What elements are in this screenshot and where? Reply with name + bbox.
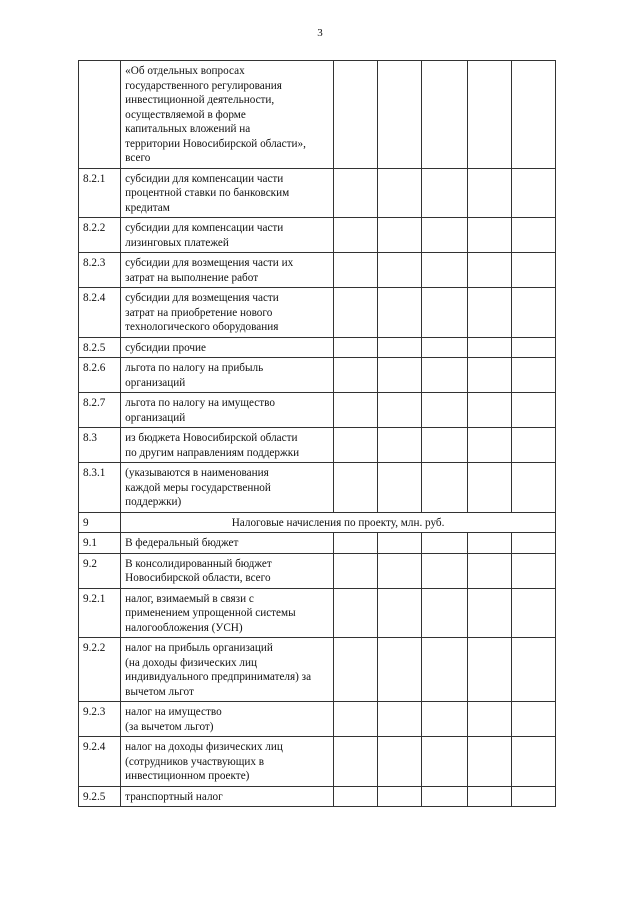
row-number: 8.2.4: [79, 288, 121, 338]
value-cell: [511, 463, 555, 513]
row-number: 8.2.1: [79, 168, 121, 218]
row-number: 9.2.3: [79, 702, 121, 737]
value-cell: [467, 218, 511, 253]
value-cell: [511, 428, 555, 463]
table-row: [79, 638, 556, 702]
value-cell: [467, 638, 511, 702]
value-cell: [511, 337, 555, 358]
value-cell: [422, 786, 467, 807]
value-cell: [334, 393, 378, 428]
row-number: 9.2.4: [79, 737, 121, 787]
value-cell: [378, 702, 422, 737]
value-cell: [378, 533, 422, 554]
value-cell: [511, 702, 555, 737]
value-cell: [511, 737, 555, 787]
value-cell: [467, 588, 511, 638]
value-cell: [378, 638, 422, 702]
row-description: «Об отдельных вопросах государственного регулирования инвестиционной деятельности, осуществляемой в форме капитальных вложений на территории Новосибирской области», всего: [121, 61, 334, 169]
value-cell: [422, 288, 467, 338]
value-cell: [378, 463, 422, 513]
value-cell: [334, 253, 378, 288]
value-cell: [422, 463, 467, 513]
value-cell: [378, 358, 422, 393]
value-cell: [422, 428, 467, 463]
value-cell: [334, 463, 378, 513]
row-description: субсидии для компенсации части лизинговых платежей: [121, 218, 334, 253]
value-cell: [467, 168, 511, 218]
value-cell: [422, 393, 467, 428]
row-description: транспортный налог: [121, 786, 334, 807]
value-cell: [467, 702, 511, 737]
row-description: налог на прибыль организаций (на доходы физических лиц индивидуального предпринимателя) за вычетом льгот: [121, 638, 334, 702]
value-cell: [467, 393, 511, 428]
table-row: [79, 61, 556, 169]
value-cell: [422, 638, 467, 702]
value-cell: [467, 358, 511, 393]
row-number: 9.2: [79, 553, 121, 588]
value-cell: [467, 533, 511, 554]
value-cell: [422, 168, 467, 218]
row-description: субсидии прочие: [121, 337, 334, 358]
value-cell: [422, 737, 467, 787]
value-cell: [378, 337, 422, 358]
row-number: 8.2.3: [79, 253, 121, 288]
value-cell: [378, 737, 422, 787]
table-row: [79, 168, 556, 218]
value-cell: [511, 393, 555, 428]
value-cell: [511, 786, 555, 807]
value-cell: [334, 288, 378, 338]
row-number: 8.2.5: [79, 337, 121, 358]
row-number: 9: [79, 512, 121, 533]
section-title: Налоговые начисления по проекту, млн. руб.: [121, 512, 556, 533]
value-cell: [378, 428, 422, 463]
value-cell: [422, 553, 467, 588]
value-cell: [467, 253, 511, 288]
value-cell: [467, 737, 511, 787]
table-row: [79, 553, 556, 588]
value-cell: [334, 786, 378, 807]
value-cell: [467, 553, 511, 588]
indicators-table: [78, 60, 556, 807]
row-number: 9.2.2: [79, 638, 121, 702]
table-row: [79, 288, 556, 338]
table-row: [79, 218, 556, 253]
value-cell: [378, 588, 422, 638]
value-cell: [511, 288, 555, 338]
table-row: [79, 533, 556, 554]
value-cell: [334, 588, 378, 638]
value-cell: [511, 638, 555, 702]
row-description: налог на доходы физических лиц (сотрудников участвующих в инвестиционном проекте): [121, 737, 334, 787]
value-cell: [378, 168, 422, 218]
value-cell: [334, 533, 378, 554]
page-number: 3: [317, 27, 323, 39]
table-row: [79, 428, 556, 463]
table-row: [79, 337, 556, 358]
table-row: [79, 588, 556, 638]
table-row: [79, 737, 556, 787]
table-row: [79, 393, 556, 428]
value-cell: [511, 533, 555, 554]
value-cell: [334, 737, 378, 787]
value-cell: [378, 61, 422, 169]
row-number: 8.3: [79, 428, 121, 463]
value-cell: [467, 428, 511, 463]
value-cell: [422, 588, 467, 638]
value-cell: [334, 428, 378, 463]
value-cell: [378, 288, 422, 338]
value-cell: [378, 553, 422, 588]
table-row: [79, 702, 556, 737]
row-description: В консолидированный бюджет Новосибирской области, всего: [121, 553, 334, 588]
row-description: льгота по налогу на прибыль организаций: [121, 358, 334, 393]
value-cell: [422, 702, 467, 737]
value-cell: [467, 463, 511, 513]
value-cell: [334, 337, 378, 358]
value-cell: [467, 337, 511, 358]
row-number: 8.2.6: [79, 358, 121, 393]
value-cell: [422, 218, 467, 253]
row-number: [79, 61, 121, 169]
value-cell: [334, 702, 378, 737]
table-row: [79, 512, 556, 533]
value-cell: [334, 358, 378, 393]
row-number: 8.2.7: [79, 393, 121, 428]
value-cell: [467, 786, 511, 807]
value-cell: [378, 393, 422, 428]
value-cell: [511, 253, 555, 288]
value-cell: [334, 168, 378, 218]
row-description: льгота по налогу на имущество организаций: [121, 393, 334, 428]
value-cell: [422, 253, 467, 288]
value-cell: [422, 533, 467, 554]
row-number: 9.1: [79, 533, 121, 554]
value-cell: [511, 588, 555, 638]
row-number: 8.3.1: [79, 463, 121, 513]
row-description: субсидии для возмещения части затрат на приобретение нового технологического оборудования: [121, 288, 334, 338]
value-cell: [422, 358, 467, 393]
value-cell: [334, 638, 378, 702]
row-description: субсидии для возмещения части их затрат на выполнение работ: [121, 253, 334, 288]
value-cell: [422, 61, 467, 169]
table-row: [79, 463, 556, 513]
value-cell: [467, 61, 511, 169]
table-row: [79, 786, 556, 807]
value-cell: [511, 553, 555, 588]
row-description: из бюджета Новосибирской области по другим направлениям поддержки: [121, 428, 334, 463]
value-cell: [378, 786, 422, 807]
value-cell: [467, 288, 511, 338]
row-description: налог на имущество (за вычетом льгот): [121, 702, 334, 737]
value-cell: [334, 218, 378, 253]
row-number: 9.2.1: [79, 588, 121, 638]
row-description: налог, взимаемый в связи с применением упрощенной системы налогообложения (УСН): [121, 588, 334, 638]
value-cell: [378, 218, 422, 253]
value-cell: [334, 61, 378, 169]
value-cell: [511, 218, 555, 253]
row-number: 9.2.5: [79, 786, 121, 807]
row-number: 8.2.2: [79, 218, 121, 253]
row-description: В федеральный бюджет: [121, 533, 334, 554]
value-cell: [422, 337, 467, 358]
value-cell: [334, 553, 378, 588]
value-cell: [511, 168, 555, 218]
row-description: (указываются в наименования каждой меры государственной поддержки): [121, 463, 334, 513]
value-cell: [511, 358, 555, 393]
table-row: [79, 253, 556, 288]
table-row: [79, 358, 556, 393]
value-cell: [378, 253, 422, 288]
value-cell: [511, 61, 555, 169]
row-description: субсидии для компенсации части процентной ставки по банковским кредитам: [121, 168, 334, 218]
